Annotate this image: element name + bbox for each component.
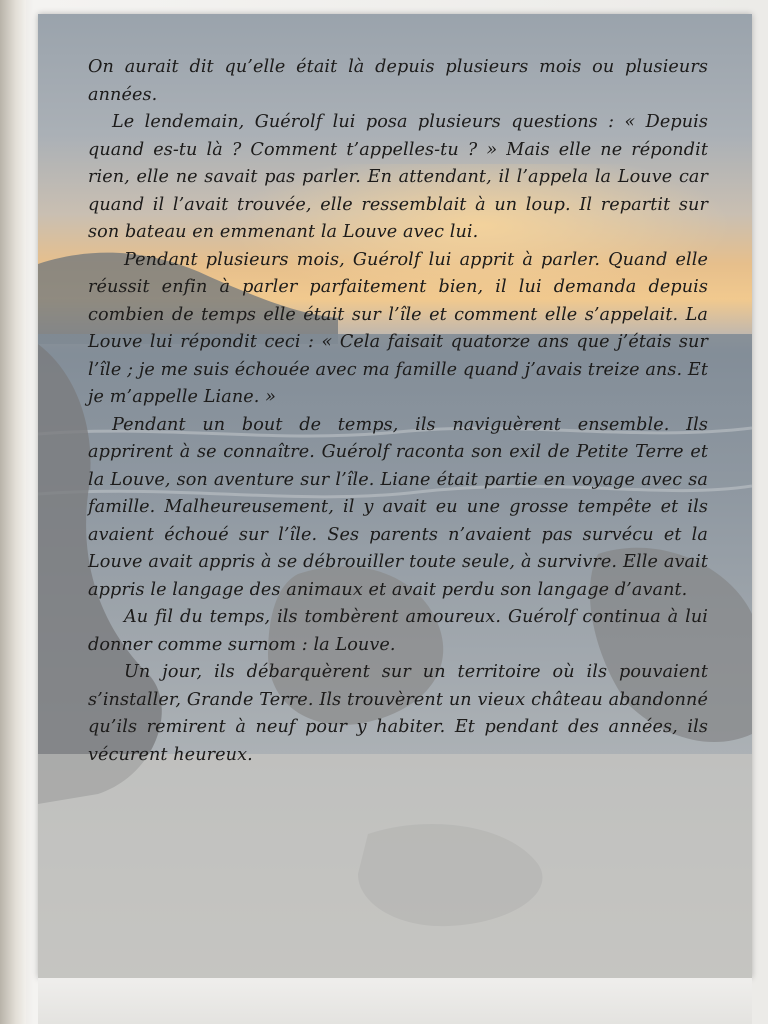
paragraph-4: Pendant un bout de temps, ils naviguèrent ensemble. Ils apprirent à se connaître. Guérolf raconta son exil de Petite Terre et la Louve, son aventure sur l’île. Liane était partie en voyage avec sa famille. Malheureusement, il y avait eu une grosse tempête et ils avaient échoué sur l’île. Ses parents n’avaient pas survécu et la Louve avait appris à se débrouiller toute seule, à survivre. Elle avait appris le langage des animaux et avait perdu son langage d’avant. bbox=[88, 414, 708, 600]
page-bottom-margin bbox=[38, 978, 752, 1024]
paragraph-2: Le lendemain, Guérolf lui posa plusieurs questions : « Depuis quand es-tu là ? Comment t’appelles-tu ? » Mais elle ne répondit rien, elle ne savait pas parler. En attendant, il l’appela la Louve car quand il l’avait trouvée, elle ressemblait à un loup. Il repartit sur son bateau en emmenant la Louve avec lui. bbox=[88, 112, 708, 242]
paragraph-6: Un jour, ils débarquèrent sur un territoire où ils pouvaient s’installer, Grande Terre. Ils trouvèrent un vieux château abandonné qu’ils remirent à neuf pour y habiter. Et pendant des années, ils vécurent heureux. bbox=[88, 662, 708, 765]
paragraph-3: Pendant plusieurs mois, Guérolf lui apprit à parler. Quand elle réussit enfin à parler parfaitement bien, il lui demanda depuis combien de temps elle était sur l’île et comment elle s’appelait. La Louve lui répondit ceci : « Cela faisait quatorze ans que j’étais sur l’île ; je me suis échouée avec ma famille quand j’avais treize ans. Et je m’appelle Liane. » bbox=[88, 249, 708, 407]
paragraph-1: On aurait dit qu’elle était là depuis plusieurs mois ou plusieurs années. bbox=[88, 57, 708, 105]
illustrated-page bbox=[38, 14, 752, 978]
paragraph-5: Au fil du temps, ils tombèrent amoureux. Guérolf continua à lui donner comme surnom : la Louve. bbox=[88, 607, 708, 655]
shore-mist bbox=[38, 754, 752, 978]
facing-page-edge bbox=[0, 0, 26, 1024]
story-text bbox=[88, 54, 708, 769]
